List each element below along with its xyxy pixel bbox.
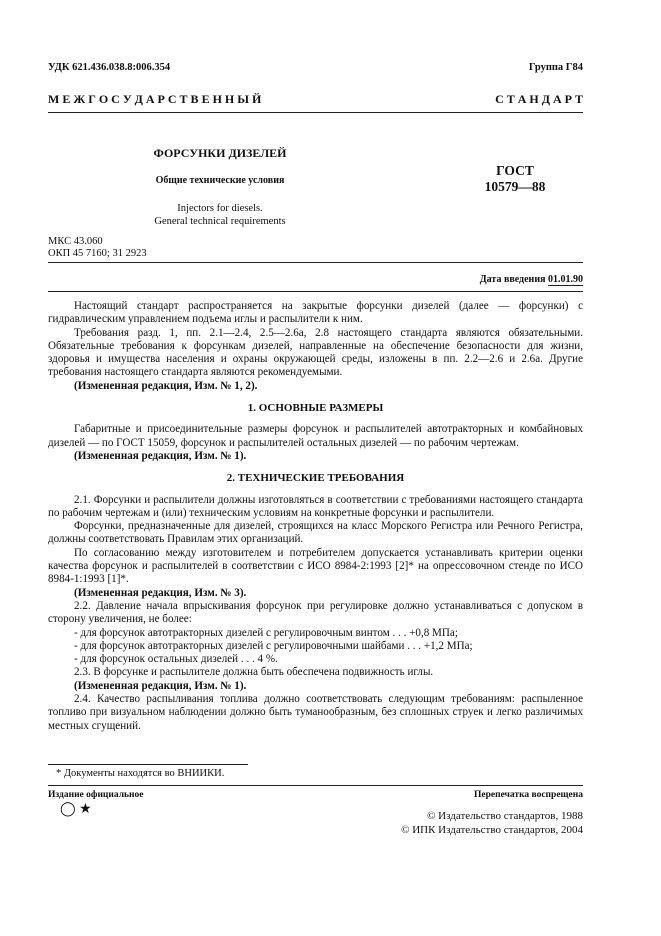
- amendment-note: (Измененная редакция, Изм. № 3).: [74, 586, 247, 599]
- introduction-date: [480, 274, 583, 285]
- footnote-divider: [48, 764, 248, 765]
- paragraph-iso: По согласованию между изготовителем и потребителем допускается устанавливать критерии оценки качества форсунок и распылителей в соответствии с ИСО 8984-2:1993 [2]* на опрессовочном стенде по ИСО 8984-1:1993 [1]*.: [48, 546, 583, 586]
- paragraph-2-2: 2.2. Давление начала впрыскивания форсунок при регулировке должно устанавливаться с допуском в сторону увеличения, не более:: [48, 599, 583, 626]
- amendment-note: (Измененная редакция, Изм. № 1, 2).: [74, 379, 258, 392]
- english-title-line1: Injectors for diesels.: [177, 203, 263, 214]
- official-edition-label: Издание официальное: [48, 790, 144, 800]
- amendment-note: (Измененная редакция, Изм. № 1).: [74, 679, 247, 692]
- document-title: ФОРСУНКИ ДИЗЕЛЕЙ: [153, 146, 287, 160]
- paragraph-requirements: Требования разд. 1, пп. 2.1—2.4, 2.5—2.6а, 2.8 настоящего стандарта являются обязательными. Обязательные требования к форсункам дизелей, направленные на обеспечение безопасности для жизни, здоровья и имущества населения и охраны окружающей среды, изложены в пп. 2.2—2.6 и 2.6а. Другие требования настоящего стандарта являются рекомендуемыми.: [48, 326, 583, 379]
- group-code: Группа Г84: [528, 62, 583, 73]
- codes-divider: [48, 262, 583, 263]
- gost-designation: [460, 163, 570, 195]
- circle-star-icon: ◯ ★: [60, 802, 92, 817]
- document-body: [48, 300, 583, 733]
- mks-code: МКС 43.060: [48, 236, 103, 247]
- amendment-note: (Измененная редакция, Изм. № 1).: [74, 449, 247, 462]
- paragraph-scope: Настоящий стандарт распространяется на закрытые форсунки дизелей (далее — форсунки) с гидравлическим управлением подъема иглы и распылители к ним.: [48, 300, 583, 326]
- list-item: - для форсунок автотракторных дизелей с регулировочными шайбами . . . +1,2 МПа;: [74, 639, 473, 652]
- title-block: [100, 146, 340, 227]
- interstate-standard-banner: [48, 92, 583, 107]
- okp-code: ОКП 45 7160; 31 2923: [48, 248, 147, 259]
- gost-number: 10579—88: [484, 179, 546, 194]
- section-heading-2: 2. ТЕХНИЧЕСКИЕ ТРЕБОВАНИЯ: [226, 472, 405, 485]
- list-item: - для форсунок автотракторных дизелей с регулировочным винтом . . . +0,8 МПа;: [74, 626, 458, 639]
- document-subtitle: Общие технические условия: [155, 175, 285, 186]
- intro-date-value: 01.01.90: [548, 274, 583, 285]
- reprint-prohibited-label: Перепечатка воспрещена: [473, 790, 583, 800]
- header-divider: [48, 112, 583, 113]
- list-item: - для форсунок остальных дизелей . . . 4 %.: [74, 653, 278, 666]
- udk-code: УДК 621.436.038.8:006.354: [48, 62, 171, 73]
- footnote: * Документы находятся во ВНИИКИ.: [56, 768, 225, 779]
- classification-codes: [48, 236, 147, 260]
- section-heading-1: 1. ОСНОВНЫЕ РАЗМЕРЫ: [247, 402, 384, 415]
- interstate-word: М Е Ж Г О С У Д А Р С Т В Е Н Н Ы Й: [48, 92, 262, 106]
- paragraph-register: Форсунки, предназначенные для дизелей, строящихся на класс Морского Регистра или Речного Регистра, должны соответствовать Правилам этих организаций.: [48, 520, 583, 546]
- english-title-line2: General technical requirements: [154, 216, 286, 227]
- paragraph-dimensions: Габаритные и присоединительные размеры форсунок и распылителей автотракторных и комбайновых дизелей — по ГОСТ 15059, форсунок и распылителей остальных дизелей — по рабочим чертежам.: [48, 423, 583, 449]
- standard-word: С Т А Н Д А Р Т: [495, 92, 583, 106]
- gost-label: ГОСТ: [496, 163, 534, 178]
- paragraph-2-4: 2.4. Качество распыливания топлива должно соответствовать следующим требованиям: распыленное топливо при визуальном наблюдении должно быть туманообразным, без сплошных струек и легко различимых местных сгущений.: [48, 693, 583, 732]
- paragraph-2-3: 2.3. В форсунке и распылителе должна быть обеспечена подвижность иглы.: [74, 666, 434, 679]
- copyright-1988: © Издательство стандартов, 1988: [427, 810, 583, 822]
- copyright-2004: © ИПК Издательство стандартов, 2004: [401, 823, 583, 836]
- copyright-block: [401, 810, 583, 837]
- date-divider: [48, 291, 583, 292]
- footer-divider: [48, 785, 583, 786]
- paragraph-2-1: 2.1. Форсунки и распылители должны изготовляться в соответствии с требованиями настоящего стандарта по рабочим чертежам и (или) техническим условиям на конкретные форсунки и распылители.: [48, 493, 583, 519]
- intro-date-label: Дата введения: [479, 274, 548, 285]
